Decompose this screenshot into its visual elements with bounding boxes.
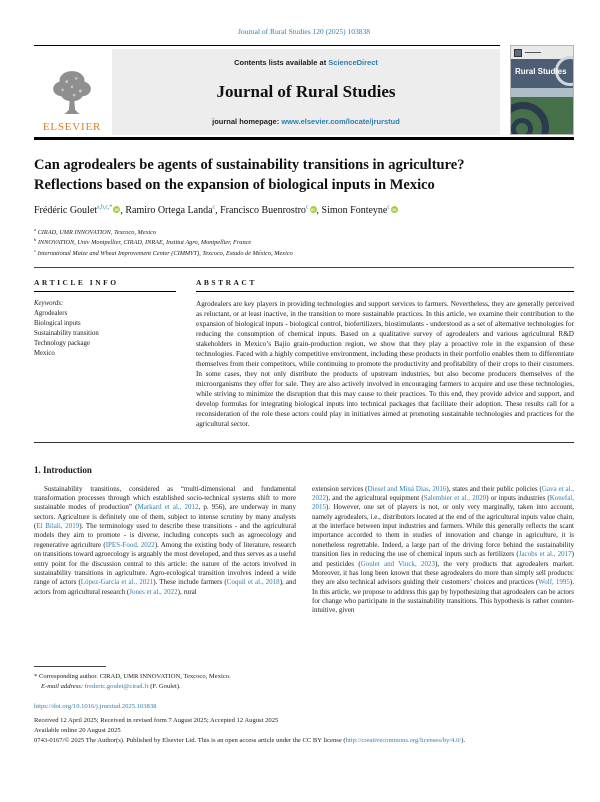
corresponding-author-footnote <box>34 672 574 691</box>
orcid-icon[interactable]: iD <box>392 206 397 212</box>
info-abstract-section <box>34 268 574 443</box>
article-info-heading: ARTICLE INFO <box>34 278 176 292</box>
text-segment: Sustainability transitions, considered as “multi-dimensional and fundamental transformation processes through which established socio-technical systems shift to more sustainable modes of production” ( <box>34 484 296 512</box>
text-segment: extension services ( <box>312 484 368 493</box>
masthead-journal-title: Journal of Rural Studies <box>216 82 396 101</box>
inline-link[interactable]: IPES-Food, 2022 <box>105 540 155 549</box>
cover-logo-icon <box>514 49 522 57</box>
inline-link[interactable]: Gava et al., 2022 <box>312 484 574 502</box>
text-segment: (F. Goulet). <box>148 682 181 690</box>
affiliation-list <box>34 227 574 259</box>
masthead-rule <box>34 137 574 140</box>
masthead-center <box>112 49 500 135</box>
homepage-line <box>120 117 492 126</box>
abstract-heading: ABSTRACT <box>196 278 574 292</box>
author-separator: , <box>120 204 126 216</box>
footnote-rule <box>34 666 106 667</box>
text-segment: ). The terminology used to describe these transitions - and the agricultural models they aim to promote - is diverse, including concepts such as agroecology and regenerative agriculture ( <box>34 522 297 549</box>
article-info-column <box>34 278 176 430</box>
keywords-label: Keywords: <box>34 299 64 307</box>
article-title-line1: Can agrodealers be agents of sustainability transitions in agriculture? <box>34 157 465 173</box>
inline-link[interactable]: http://creativecommons.org/licenses/by/4.0/ <box>345 736 462 744</box>
article-title-line2: Reflections based on the expansion of biological inputs in Mexico <box>34 177 435 194</box>
contents-text: Contents lists available at <box>234 58 329 67</box>
elsevier-tree-icon <box>51 69 93 120</box>
inline-link[interactable]: Goulet and Vinck, 2023 <box>360 559 436 568</box>
text-segment: ), and the agricultural equipment ( <box>326 493 424 502</box>
inline-link[interactable]: Salembier et al., 2020 <box>423 493 487 502</box>
text-segment: 0743-0167/© 2025 The Author(s). Published by Elsevier Ltd. This is an open access article under the CC BY license ( <box>34 736 346 744</box>
article-footer <box>34 702 574 746</box>
inline-link[interactable]: Coquil et al., 2018 <box>226 578 280 587</box>
text-segment: ). <box>461 736 466 744</box>
keyword: Sustainability transition <box>34 330 99 338</box>
text-segment: E-mail address: <box>41 682 85 690</box>
affiliation-text: International Maize and Wheat Improvement Center (CIMMYT), Texcoco, Estado de México, Mexico <box>36 250 293 258</box>
footnote-line1: * Corresponding author. CIRAD, UMR INNOVATION, Texcoco, Mexico. <box>34 673 231 680</box>
orcid-icon[interactable]: iD <box>311 206 316 212</box>
author-list <box>34 205 574 216</box>
author-affiliation-sup[interactable]: c <box>387 204 390 211</box>
journal-reference[interactable]: Journal of Rural Studies 120 (2025) 103838 <box>237 27 371 36</box>
text-segment: ). In this article, we propose to address this gap by hypothesizing that agrodealers can be actors for change who participate in the sustainability transitions. This hypothesis is rather counter-intuitive, given <box>312 578 574 615</box>
received-dates: Received 12 April 2025; Received in revised form 7 August 2025; Accepted 12 August 2025 <box>34 716 279 724</box>
inline-link[interactable]: El Bilali, 2019 <box>36 522 80 531</box>
inline-link[interactable]: Jacobs et al., 2017 <box>518 550 572 559</box>
contents-line <box>120 58 492 67</box>
introduction-paragraph-right <box>312 485 574 657</box>
affiliation-sup: c <box>34 247 36 253</box>
keyword: Biological inputs <box>34 319 81 327</box>
text-segment: ) or inputs industries ( <box>486 493 550 502</box>
author-affiliation-sup[interactable]: c <box>212 204 216 211</box>
cover-sky <box>511 88 573 97</box>
text-segment: ). Among the existing body of literature, research on transitions toward agroecology is arguably the most developed, and thus serves as a useful entry point for the discussion central to this article: the nature of the actors involved in sustainability transitions in agriculture. Agro-ecological transition involves indeed a wide range of actors ( <box>34 540 296 587</box>
elsevier-wordmark: ELSEVIER <box>42 121 102 133</box>
inline-link[interactable]: Diesel and Miná Dias, 2016 <box>367 484 447 493</box>
text-segment: ) and pesticides ( <box>312 550 574 568</box>
homepage-link[interactable]: www.elsevier.com/locate/jrurstud <box>281 117 400 126</box>
author <box>220 205 321 216</box>
page-bottom-block <box>34 666 574 746</box>
inline-link[interactable]: Markard et al., 2012 <box>137 503 199 512</box>
inline-link[interactable]: Jones et al., 2022 <box>129 587 178 596</box>
elsevier-logo[interactable] <box>34 49 110 135</box>
inline-link[interactable]: López-García et al., 2021 <box>80 578 154 587</box>
author-affiliation-sup[interactable]: a,b,c,* <box>97 204 113 211</box>
author-name: Frédéric Goulet <box>34 204 98 216</box>
cover-title: Rural Studies <box>515 67 567 76</box>
abstract-column <box>196 278 574 430</box>
keyword: Mexico <box>34 350 55 358</box>
author-name: Francisco Buenrostro <box>220 204 306 216</box>
affiliation-sup: b <box>34 237 37 243</box>
author <box>322 205 398 216</box>
affiliation <box>34 237 574 248</box>
inline-link[interactable]: frederic.goulet@cirad.fr <box>84 682 149 690</box>
abstract-text: Agrodealers are key players in providing technologies and support services to farmers. Nevertheless, they are generally perceived as reluctant, or at least inactive, in the transition to more sustainable practices. In this article, we examine their contribution to the expansion of biological inputs - biological control, biofertilizers, biostimulants - understood as a set of alternative technologies for reducing the consumption of chemical inputs. Based on a qualitative survey of agrodealers and various agricultural R&D stakeholders in Mexico’s Bajío grain-production region, we show that they play a proactive role in the expansion of these technologies. Faced with a highly competitive environment, including these products in their portfolio enables them to differentiate themselves from their competitors, while continuing to promote the productivity and profitability of their crops to their customers. In some cases, they not only distribute the products of upstream industries, but also become producers themselves of the microorganisms they offer for sale. They are also actively involved in encouraging farmers to acquire and use these technologies, while striving to minimize the disruption that this may cause to their practices. To this end, they provide advice and support, and develop formulas for integrating biological inputs into technical packages that facilitate their adoption. These results call for a reconsideration of the role these actors could play in initiatives aimed at promoting sustainable technologies and practices for the agricultural sector. <box>196 299 574 429</box>
inline-link[interactable]: Konefal, 2015 <box>312 493 574 512</box>
affiliation-text: CIRAD, UMR INNOVATION, Texcoco, Mexico <box>36 229 157 237</box>
available-online: Available online 20 August 2025 <box>34 726 121 734</box>
article-title <box>34 155 574 196</box>
author-name: Ramiro Ortega Landa <box>125 204 213 216</box>
text-segment: ), and actors from agricultural research ( <box>34 578 296 596</box>
text-segment: ), rural <box>177 587 197 596</box>
text-segment: ), states and their public policies ( <box>446 484 542 493</box>
affiliation <box>34 227 574 238</box>
masthead <box>34 45 574 135</box>
introduction-heading: 1. Introduction <box>34 464 92 475</box>
masthead-main <box>34 45 500 135</box>
author-affiliation-sup[interactable]: c <box>305 204 309 211</box>
sciencedirect-link[interactable]: ScienceDirect <box>328 58 378 67</box>
orcid-icon[interactable]: iD <box>114 206 119 212</box>
author-separator: , <box>316 204 322 216</box>
keyword: Agrodealers <box>34 309 68 317</box>
introduction-columns <box>34 485 574 657</box>
affiliation-sup: a <box>34 226 36 232</box>
affiliation <box>34 248 574 259</box>
text-segment: ). These include farmers ( <box>153 578 227 587</box>
homepage-label: journal homepage: <box>212 117 282 126</box>
journal-cover[interactable] <box>510 45 574 135</box>
cover-swirl-inner <box>511 118 533 135</box>
text-segment: ), the very products that agrodealers market. Moreover, it has long been known that these agrodealers do more than simply sell products: they are also technical advisors guiding their customers’ choices and practices ( <box>312 559 574 587</box>
introduction-paragraph-left <box>34 485 296 657</box>
keyword: Technology package <box>34 340 90 348</box>
cover-header-line <box>525 52 541 54</box>
inline-link[interactable]: Wolf, 1995 <box>538 578 570 587</box>
affiliation-text: INNOVATION, Univ Montpellier, CIRAD, INRAE, Institut Agro, Montpellier, France <box>36 239 252 247</box>
author <box>125 205 220 216</box>
text-segment: , p. 956), are underway in many sectors. Agriculture is definitely one of them, subject to intense scrutiny by many analysts ( <box>34 503 296 531</box>
text-segment: ). However, one set of players is not, or only very marginally, taken into account, namely agrodealers, i.e., distributors located at the end of the agricultural inputs value chain, at the interface between input industries and farmers. While this generally reflects the scant importance accorded to them in studies of innovation and change in agriculture, it is nonetheless regrettable. Indeed, a large part of the driving force behind the sustainability transition lies in reducing the use of chemical inputs such as fertilizers ( <box>312 503 574 559</box>
author-separator: , <box>215 204 221 216</box>
doi-link[interactable]: https://doi.org/10.1016/j.jrurstud.2025.103838 <box>34 703 157 711</box>
footnote-line2 <box>34 682 574 692</box>
keywords-block <box>34 299 176 360</box>
copyright-line <box>34 736 574 746</box>
author <box>34 205 125 216</box>
author-name: Simon Fonteyne <box>321 204 388 216</box>
